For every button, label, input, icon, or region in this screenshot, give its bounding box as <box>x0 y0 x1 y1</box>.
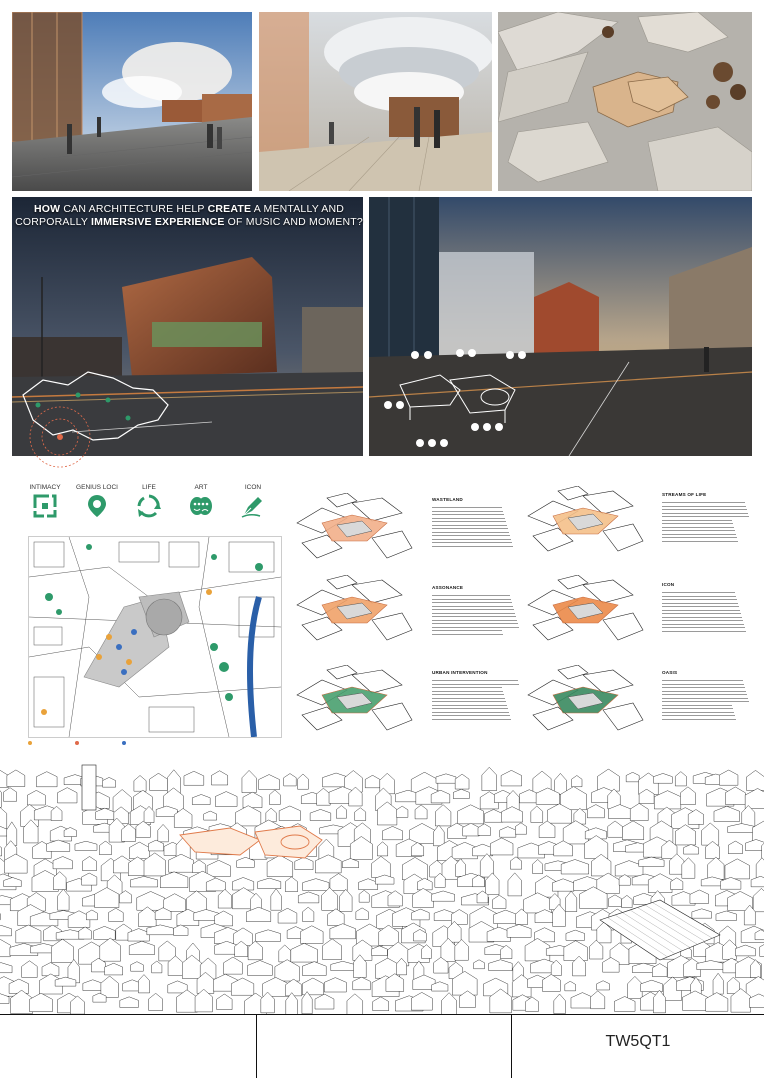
diagram-title: WASTELAND <box>432 497 463 502</box>
axonometric-diagram-5 <box>292 665 417 737</box>
headline-w7: OF MUSIC AND MOMENT? <box>225 216 363 228</box>
location-pin-icon <box>84 493 110 519</box>
axonometric-diagram-4 <box>523 575 648 647</box>
intimacy-square-icon <box>32 493 58 519</box>
physical-model-photo <box>498 12 752 191</box>
concept-life <box>124 484 174 524</box>
headline-w5: CORPORALLY <box>15 216 91 228</box>
footer-cell-2 <box>256 1015 512 1078</box>
concept-intimacy <box>20 484 70 524</box>
footer-cell-1 <box>0 1015 257 1078</box>
headline-w3: CREATE <box>208 203 252 215</box>
concept-label: GENIUS LOCI <box>72 484 122 493</box>
headline-question <box>14 203 364 229</box>
headline-w4: A MENTALLY AND <box>251 203 344 215</box>
diagram-text-block <box>662 500 750 550</box>
diagram-title: STREAMS OF LIFE <box>662 492 706 497</box>
axonometric-diagram-2 <box>523 486 648 558</box>
axonometric-diagram-3 <box>292 575 417 647</box>
building-axonometry-overlay <box>380 345 540 450</box>
axonometric-diagram-1 <box>292 493 417 565</box>
concept-label: ART <box>176 484 226 493</box>
concept-icon <box>228 484 278 524</box>
diagram-title: OASIS <box>662 670 677 675</box>
headline-w1: HOW <box>34 203 60 215</box>
headline-w2: CAN ARCHITECTURE HELP <box>60 203 207 215</box>
city-panorama-drawing <box>0 760 764 1014</box>
diagram-text-block <box>662 678 750 728</box>
legend-marker-orange <box>28 741 34 745</box>
render-interior-foyer <box>259 12 492 191</box>
concept-art <box>176 484 226 524</box>
site-plan-legend <box>28 741 280 745</box>
diagram-text-block <box>432 505 520 555</box>
headline-w6: IMMERSIVE EXPERIENCE <box>91 216 225 228</box>
pen-nib-icon <box>240 493 266 519</box>
recycle-arrows-icon <box>136 493 162 519</box>
czech-map-overlay <box>18 360 178 470</box>
diagram-title: ASSONANCE <box>432 585 463 590</box>
concept-label: LIFE <box>124 484 174 493</box>
diagram-text-block <box>662 590 750 640</box>
axonometric-diagram-6 <box>523 665 648 737</box>
concept-genius-loci <box>72 484 122 524</box>
legend-marker-red <box>75 741 81 745</box>
concept-label: ICON <box>228 484 278 493</box>
diagram-title: ICON <box>662 582 674 587</box>
diagram-title: URBAN INTERVENTION <box>432 670 488 675</box>
diagram-text-block <box>432 678 520 728</box>
diagram-text-block <box>432 593 520 643</box>
entry-code: TW5QT1 <box>512 1014 764 1077</box>
concept-icon-row <box>20 484 280 534</box>
concept-label: INTIMACY <box>20 484 70 493</box>
legend-marker-blue <box>122 741 128 745</box>
render-street-plaza <box>12 12 252 191</box>
theatre-masks-icon <box>188 493 214 519</box>
site-plan <box>28 536 282 738</box>
